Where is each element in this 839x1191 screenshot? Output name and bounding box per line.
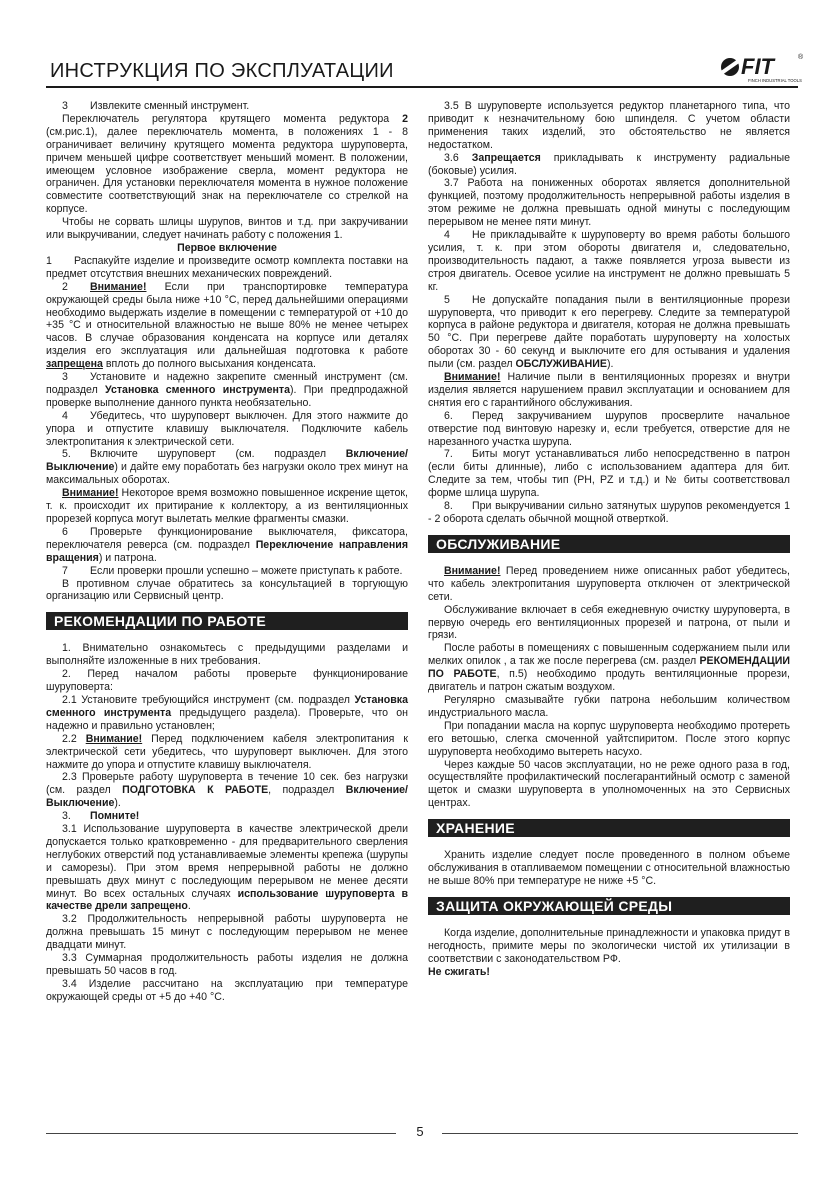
paragraph: 3.1 Использование шуруповерта в качестве электрической дрели допускается только кратковременно - для предварительного сверления неглубоких отверстий под устанавливаемые элементы крепежа (шурупы и саморезы). При этом время непрерывной работы не должно превышать двух минут с последующим перерывом не менее десяти минут. Во всех остальных случаях использование шуруповерта в качестве дрели запрещено. [46,823,408,913]
paragraph: После работы в помещениях с повышенным содержанием пыли или мелких опилок , а так же после перегрева (см. раздел РЕКОМЕНДАЦИИ ПО РАБОТЕ, п.5) необходимо продуть вентиляционные прорези, двигатель и патрон сжатым воздухом. [428,642,790,694]
list-item: 2 Внимание! Если при транспортировке температура окружающей среды была ниже +10 °С, перед дальнейшими операциями необходимо выдержать изделие в помещении с температурой от +10 до +35 °С и относительной влажностью не выше 80% не менее четырех часов. В случае образования конденсата на корпусе или деталях изделия его эксплуатация или дальнейшая подготовка к работе запрещена вплоть до полного высыхания конденсата. [46,280,408,371]
logo-subtitle: FINCH INDUSTRIAL TOOLS [748,78,802,83]
fit-logo [718,52,802,84]
list-item: 8. При выкручивании сильно затянутых шурупов рекомендуется 1 - 2 оборота сделать обычной мощной отверткой. [428,500,790,525]
section-heading-service: ОБСЛУЖИВАНИЕ [428,535,790,553]
section-heading-work: РЕКОМЕНДАЦИИ ПО РАБОТЕ [46,612,408,630]
paragraph: Через каждые 50 часов эксплуатации, но не реже одного раза в год, осуществляйте профилактический послегарантийный осмотр с заменой щеток и смазки шуруповерта в уполномоченных на это Сервисных центрах. [428,758,790,810]
list-item: 7 Если проверки прошли успешно – можете приступать к работе. [62,564,403,577]
paragraph: 3.4 Изделие рассчитано на эксплуатацию при температуре окружающей среды от +5 до +40 °С. [46,977,408,1003]
logo-registered-mark: ® [798,54,804,61]
paragraph: Переключатель регулятора крутящего момента редуктора 2 (см.рис.1), далее переключатель момента, в положениях 1 - 8 ограничивает величину крутящего момента редуктора шуруповерта, причем меньшей цифре соответствует меньший момент. В положении, имеющем условное изображение сверла, момент редуктора не ограничен. Для установки переключателя момента в нужное положение совместите соответствующий знак на переключателе со стрелкой на корпусе. [46,112,408,216]
paragraph: Обслуживание включает в себя ежедневную очистку шуруповерта, в первую очередь его вентиляционных прорезей и патрона, от пыли и грязи. [428,603,790,642]
header-divider [46,86,798,88]
paragraph: В противном случае обратитесь за консультацией в торгующую организацию или Сервисный центр. [46,577,408,603]
paragraph: 3 Извлеките сменный инструмент. [62,100,250,112]
paragraph: 3.6 Запрещается прикладывать к инструменту радиальные (боковые) усилия. [428,151,791,177]
list-item: 1 Распакуйте изделие и произведите осмотр комплекта поставки на предмет отсутствия внешних механических повреждений. [46,254,408,280]
page-header [46,52,804,88]
paragraph: Не сжигать! [428,965,490,978]
paragraph: 2.1 Установите требующийся инструмент (см. подраздел Установка сменного инструмента предыдущего раздела). Проверьте, что он надежно и правильно установлен; [46,693,408,732]
warning-paragraph: Внимание! Некоторое время возможно повышенное искрение щеток, т. к. происходит их притирание к коллектору, а из вентиляционных прорезей корпуса могут вылетать мелкие фрагменты смазки. [46,487,408,525]
list-item: 3 Установите и надежно закрепите сменный инструмент (см. подраздел Установка сменного инструмента). При предпродажной проверке выполнение данного пункта необязательно. [46,371,408,409]
page-title: ИНСТРУКЦИЯ ПО ЭКСПЛУАТАЦИИ [50,60,394,82]
logo-text: FIT [741,54,774,79]
list-item: 6 Проверьте функционирование выключателя, фиксатора, переключателя реверса (см. подраздел Переключение направления вращения) и патрона. [46,525,408,564]
paragraph: 2.3 Проверьте работу шуруповерта в течение 10 сек. без нагрузки (см. раздел ПОДГОТОВКА К РАБОТЕ, подраздел Включение/Выключение). [46,771,408,810]
warning-paragraph: Внимание! Наличие пыли в вентиляционных прорезях и внутри изделия является нарушением правил эксплуатации и основанием для снятия его с гарантийного обслуживания. [428,371,790,409]
paragraph: 3.3 Суммарная продолжительность работы изделия не должна превышать 50 часов в год. [46,952,408,977]
paragraph: Когда изделие, дополнительные принадлежности и упаковка придут в негодность, примите меры по экологически чистой их утилизации в соответствии с законодательством РФ. [428,926,790,965]
subsection-title: Первое включение [177,241,277,254]
right-column [428,100,790,978]
page-number: 5 [416,1124,424,1139]
paragraph: Чтобы не сорвать шлицы шурупов, винтов и т.д. при закручивании или выкручивании, следует начинать работу с положения 1. [46,216,408,242]
paragraph: 3.5 В шуруповерте используется редуктор планетарного типа, что приводит к незначительному бою шпинделя. С учетом области применения таких изделий, это обстоятельство не является недостатком. [428,100,790,151]
list-item: 6. Перед закручиванием шурупов просверлите начальное отверстие под винтовую нарезку и, если требуется, отверстие для не нарезанного участка шурупа. [428,409,790,448]
paragraph: 2. Перед началом работы проверьте функционирование шуруповерта: [46,668,408,694]
list-item: 4 Убедитесь, что шуруповерт выключен. Для этого нажмите до упора и отпустите клавишу выключателя. Подключите кабель электропитания к электрической сети. [46,409,408,448]
list-item: 5 Не допускайте попадания пыли в вентиляционные прорези шуруповерта, что приводит к его перегреву. Следите за температурой корпуса в районе редуктора и двигателя, которая не должна превышать 50 °С. При перегреве дайте поработать шуруповерту на холостых оборотах 30 - 60 секунд и выключите его для остывания и удаления пыли (см. раздел ОБСЛУЖИВАНИЕ). [428,293,790,371]
warning-paragraph: Внимание! Перед проведением ниже описанных работ убедитесь, что кабель электропитания шуруповерта отключен от электрической сети. [428,564,790,603]
footer-divider-left [46,1133,396,1134]
section-heading-storage: ХРАНЕНИЕ [428,819,790,837]
section-heading-environment: ЗАЩИТА ОКРУЖАЮЩЕЙ СРЕДЫ [428,897,790,915]
paragraph: Хранить изделие следует после проведенного в полном объеме обслуживания в отапливаемом помещении с относительной влажностью не выше 80% при температуре не ниже +5 °С. [428,849,790,887]
list-item: 5. Включите шуруповерт (см. подраздел Включение/Выключение) и дайте ему поработать без нагрузки около трех минут на максимальных оборотах. [46,448,408,487]
paragraph: Регулярно смазывайте губки патрона небольшим количеством индустриального масла. [428,693,790,719]
page-footer [46,1124,798,1144]
logo-emblem-icon [721,58,740,76]
paragraph: 1. Внимательно ознакомьтесь с предыдущими разделами и выполняйте изложенные в них требования. [46,642,408,668]
paragraph: При попадании масла на корпус шуруповерта необходимо протереть его ветошью, слегка смоченной уайтспиритом. После этого корпус шуруповерта необходимо вытереть насухо. [428,719,790,758]
paragraph: 3. Помните! [62,810,140,823]
paragraph: 2.2 Внимание! Перед подключением кабеля электропитания к электрической сети убедитесь, что шуруповерт выключен. Для этого нажмите до упора и отпустите клавишу выключателя. [46,732,408,771]
paragraph: 3.2 Продолжительность непрерывной работы шуруповерта не должна превышать 15 минут с последующим перерывом не менее двадцати минут. [46,913,408,952]
list-item: 4 Не прикладывайте к шуруповерту во время работы большого усилия, т. к. при этом обороты двигателя и, следовательно, производительность падают, а также появляется угроза вывести из строя двигатель. Осевое усилие на инструмент не должно превышать 5 кг. [428,229,790,293]
paragraph: 3.7 Работа на пониженных оборотах является дополнительной функцией, поэтому продолжительность непрерывной работы изделия в этом режиме не должна превышать одной минуты с последующим перерывом не менее пяти минут. [428,177,790,229]
left-column [46,100,408,1004]
list-item: 7. Биты могут устанавливаться либо непосредственно в патрон (если биты длинные), либо с использованием адаптера для бит. Следите за тем, чтобы тип (PH, PZ и т.д.) и № биты соответствовал форме шлица шурупа. [428,448,790,500]
footer-divider-right [442,1133,798,1134]
